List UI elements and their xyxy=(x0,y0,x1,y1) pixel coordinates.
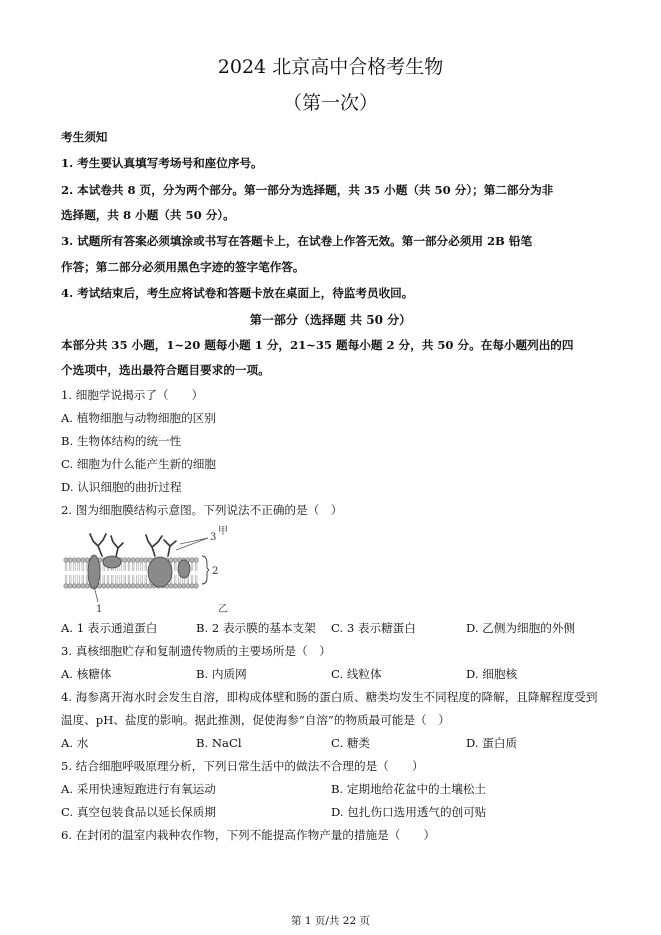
question-4-option-a: A. 水 xyxy=(61,736,89,750)
section-intro: 个选项中，选出最符合题目要求的一项。 xyxy=(61,363,270,377)
question-1-option-d: D. 认识细胞的曲折过程 xyxy=(61,480,182,494)
question-5-option-b: B. 定期地给花盆中的土壤松土 xyxy=(331,782,487,796)
question-stem-5: 5. 结合细胞呼吸原理分析，下列日常生活中的做法不合理的是（ ） xyxy=(61,759,424,773)
question-3-option-b: B. 内质网 xyxy=(196,667,247,681)
question-2-option-b: B. 2 表示膜的基本支架 xyxy=(196,621,316,635)
question-1-option-c: C. 细胞为什么能产生新的细胞 xyxy=(61,457,216,471)
question-stem-4-cont: 温度、pH、盐度的影响。据此推测，促使海参“自溶”的物质最可能是（ ） xyxy=(61,713,450,727)
notice-line: 2. 本试卷共 8 页，分为两个部分。第一部分为选择题，共 35 小题（共 50 分）；第二部分为非 xyxy=(61,183,554,197)
question-4-option-d: D. 蛋白质 xyxy=(466,736,518,750)
question-stem-3: 3. 真核细胞贮存和复制遗传物质的主要场所是（ ） xyxy=(61,644,331,658)
notice-line: 作答；第二部分必须用黑色字迹的签字笔作答。 xyxy=(61,260,305,274)
figure-label-1: 1 xyxy=(96,604,103,615)
notice-line: 3. 试题所有答案必须填涂或书写在答题卡上，在试卷上作答无效。第一部分必须用 2B 铅笔 xyxy=(61,234,533,248)
page-subtitle: （第一次） xyxy=(282,92,378,114)
question-5-option-c: C. 真空包装食品以延长保质期 xyxy=(61,805,216,819)
page-footer: 第 1 页/共 22 页 xyxy=(291,915,370,927)
question-stem-4: 4. 海参离开海水时会发生自溶，即构成体壁和肠的蛋白质、糖类均发生不同程度的降解，且降解程度受到 xyxy=(61,690,598,704)
notice-line: 1. 考生要认真填写考场号和座位序号。 xyxy=(61,156,263,170)
question-1-option-a: A. 植物细胞与动物细胞的区别 xyxy=(61,411,216,425)
bracket-2 xyxy=(202,556,209,584)
question-1-option-b: B. 生物体结构的统一性 xyxy=(61,434,182,448)
section-title: 第一部分（选择题 共 50 分） xyxy=(249,313,412,327)
question-4-option-c: C. 糖类 xyxy=(331,736,371,750)
question-2-option-d: D. 乙侧为细胞的外侧 xyxy=(466,621,576,635)
question-3-option-c: C. 线粒体 xyxy=(331,667,382,681)
question-stem-1: 1. 细胞学说揭示了（ ） xyxy=(61,388,204,402)
question-5-option-a: A. 采用快速短跑进行有氧运动 xyxy=(61,782,216,796)
question-2-option-c: C. 3 表示糖蛋白 xyxy=(331,621,416,635)
notice-heading: 考生须知 xyxy=(61,130,108,144)
question-5-option-d: D. 包扎伤口选用透气的创可贴 xyxy=(331,805,487,819)
notice-line: 选择题，共 8 小题（共 50 分）。 xyxy=(61,208,235,222)
question-3-option-d: D. 细胞核 xyxy=(466,667,518,681)
figure-label-3: 3 xyxy=(210,532,217,543)
question-2-option-a: A. 1 表示通道蛋白 xyxy=(61,621,158,635)
question-3-option-a: A. 核糖体 xyxy=(61,667,112,681)
question-4-option-b: B. NaCl xyxy=(196,736,242,750)
figure-label-yi: 乙 xyxy=(218,604,228,615)
section-intro: 本部分共 35 小题，1~20 题每小题 1 分，21~35 题每小题 2 分，共 50 分。在每小题列出的四 xyxy=(61,338,574,352)
question-stem-6: 6. 在封闭的温室内栽种农作物，下列不能提高作物产量的措施是（ ） xyxy=(61,828,436,842)
question-stem-2: 2. 图为细胞膜结构示意图。下列说法不正确的是（ ） xyxy=(61,503,343,517)
notice-line: 4. 考试结束后，考生应将试卷和答题卡放在桌面上，待监考员收回。 xyxy=(61,286,414,300)
glycoprotein-chains xyxy=(90,534,176,557)
cell-membrane-figure xyxy=(60,524,230,616)
figure-label-jia: 甲 xyxy=(218,526,228,537)
page-title: 2024 北京高中合格考生物 xyxy=(217,56,444,78)
figure-label-2: 2 xyxy=(212,566,219,577)
